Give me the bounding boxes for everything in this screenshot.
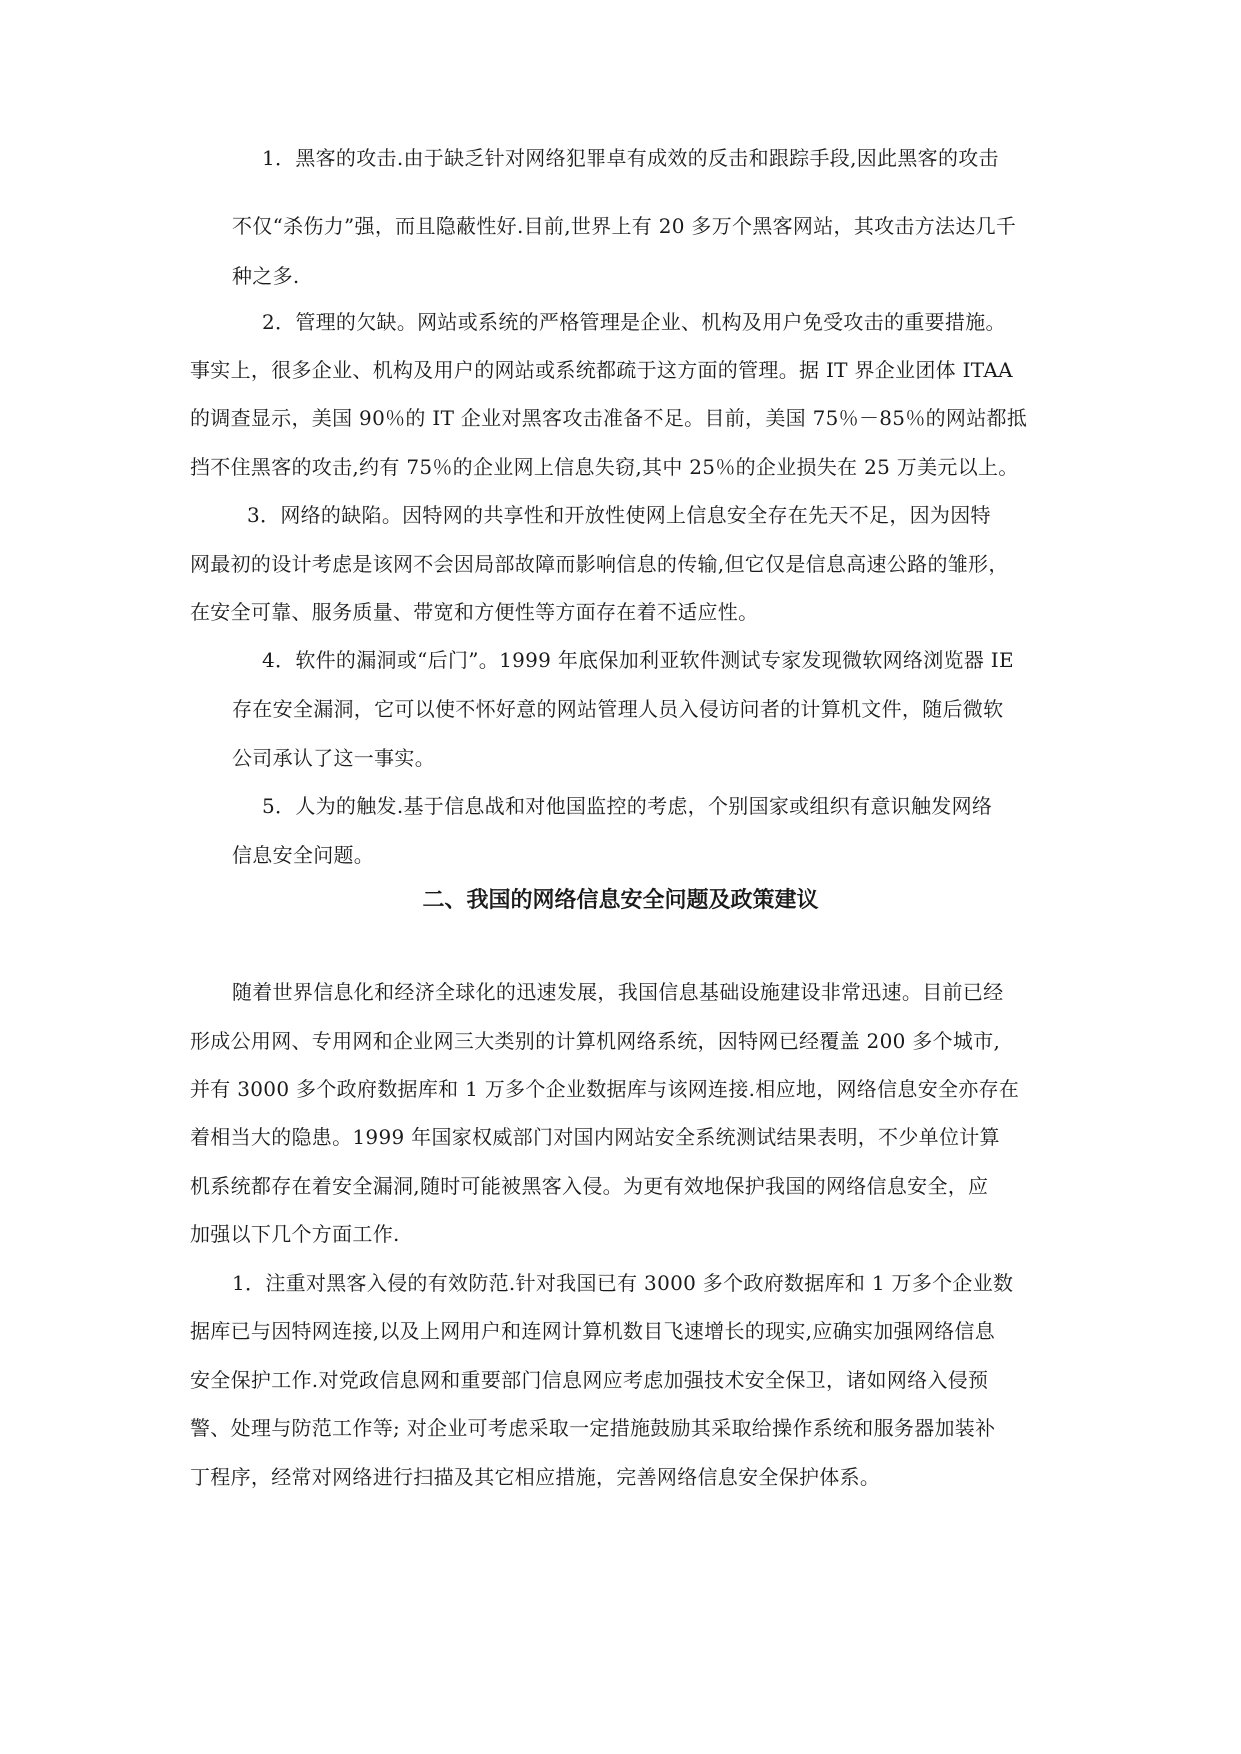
page-line: 2．管理的欠缺。网站或系统的严格管理是企业、机构及用户免受攻击的重要措施。 xyxy=(262,310,1006,334)
page-line: 着相当大的隐患。1999 年国家权威部门对国内网站安全系统测试结果表明，不少单位计算 xyxy=(190,1125,1000,1149)
page-line: 4．软件的漏洞或“后门”。1999 年底保加利亚软件测试专家发现微软网络浏览器 IE xyxy=(262,648,1014,672)
page-line: 公司承认了这一事实。 xyxy=(232,746,435,770)
page-line: 1．黑客的攻击.由于缺乏针对网络犯罪卓有成效的反击和跟踪手段,因此黑客的攻击 xyxy=(262,146,999,170)
page-line: 安全保护工作.对党政信息网和重要部门信息网应考虑加强技术安全保卫，诸如网络入侵预 xyxy=(190,1368,989,1392)
page-line: 形成公用网、专用网和企业网三大类别的计算机网络系统，因特网已经覆盖 200 多个城市, xyxy=(190,1029,1001,1053)
page-line: 据库已与因特网连接,以及上网用户和连网计算机数目飞速增长的现实,应确实加强网络信息 xyxy=(190,1319,996,1343)
page-line: 警、处理与防范工作等; 对企业可考虑采取一定措施鼓励其采取给操作系统和服务器加装补 xyxy=(190,1416,996,1440)
section-heading: 二、我国的网络信息安全问题及政策建议 xyxy=(422,888,819,913)
page-line: 加强以下几个方面工作. xyxy=(190,1222,400,1246)
page-line: 事实上，很多企业、机构及用户的网站或系统都疏于这方面的管理。据 IT 界企业团体 ITAA xyxy=(190,358,1013,382)
page-line: 挡不住黑客的攻击,约有 75％的企业网上信息失窃,其中 25％的企业损失在 25 万美元以上。 xyxy=(190,455,1019,479)
page-line: 存在安全漏洞，它可以使不怀好意的网站管理人员入侵访问者的计算机文件，随后微软 xyxy=(232,697,1004,721)
page-line: 3．网络的缺陷。因特网的共享性和开放性使网上信息安全存在先天不足，因为因特 xyxy=(247,503,991,527)
page-line: 网最初的设计考虑是该网不会因局部故障而影响信息的传输,但它仅是信息高速公路的雏形， xyxy=(190,552,1009,576)
page-line: 并有 3000 多个政府数据库和 1 万多个企业数据库与该网连接.相应地，网络信息安全亦存在 xyxy=(190,1077,1020,1101)
page-line: 5．人为的触发.基于信息战和对他国监控的考虑，个别国家或组织有意识触发网络 xyxy=(262,794,993,818)
page-line: 不仅“杀伤力”强，而且隐蔽性好.目前,世界上有 20 多万个黑客网站，其攻击方法达几千 xyxy=(232,214,1017,238)
page-line: 信息安全问题。 xyxy=(232,843,375,867)
page-line: 种之多. xyxy=(232,264,300,288)
page-line: 随着世界信息化和经济全球化的迅速发展，我国信息基础设施建设非常迅速。目前已经 xyxy=(232,980,1004,1004)
page-line: 机系统都存在着安全漏洞,随时可能被黑客入侵。为更有效地保护我国的网络信息安全，应 xyxy=(190,1174,989,1198)
page-line: 1．注重对黑客入侵的有效防范.针对我国已有 3000 多个政府数据库和 1 万多个企业数 xyxy=(232,1271,1014,1295)
page-line: 丁程序，经常对网络进行扫描及其它相应措施，完善网络信息安全保护体系。 xyxy=(190,1465,881,1489)
page-line: 在安全可靠、服务质量、带宽和方便性等方面存在着不适应性。 xyxy=(190,600,759,624)
page-line: 的调查显示，美国 90％的 IT 企业对黑客攻击准备不足。目前，美国 75％－85％的网站都抵 xyxy=(190,406,1028,430)
